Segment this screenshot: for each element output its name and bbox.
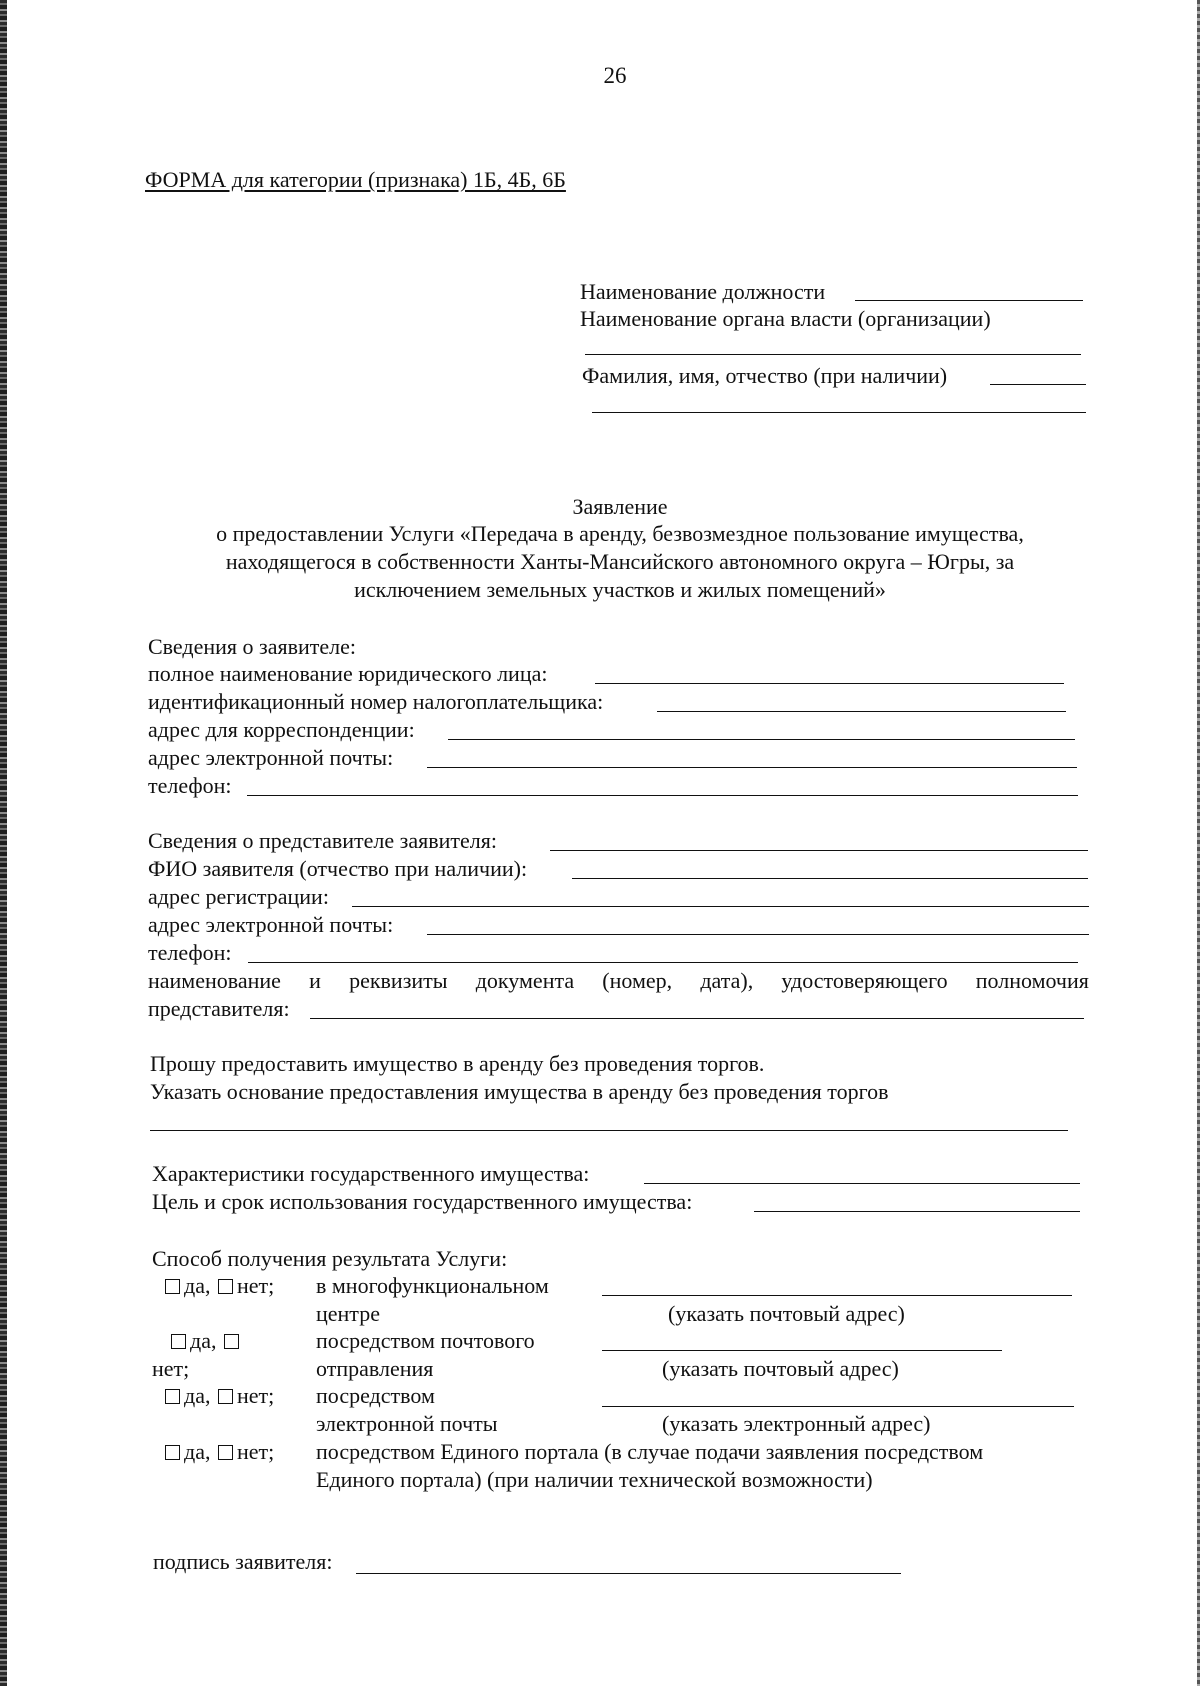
portal-options <box>165 1438 274 1465</box>
fio-line-2[interactable] <box>592 412 1086 413</box>
position-label: Наименование должности <box>580 279 826 304</box>
mfc-label-2: центре <box>316 1301 380 1326</box>
email-no-checkbox[interactable] <box>218 1389 233 1404</box>
authority-label: Наименование органа власти (организации) <box>580 306 991 331</box>
applicant-email-label: адрес электронной почты: <box>148 745 394 770</box>
email-address-field[interactable] <box>602 1406 1074 1407</box>
statement-line-3: исключением земельных участков и жилых помещений» <box>354 577 886 602</box>
authority-line[interactable] <box>585 354 1081 355</box>
applicant-full-name-label: полное наименование юридического лица: <box>148 661 548 686</box>
doc-word: дата), <box>700 968 754 993</box>
post-label-1: посредством почтового <box>316 1328 535 1353</box>
mfc-address-field[interactable] <box>602 1295 1072 1296</box>
email-hint: (указать электронный адрес) <box>662 1411 931 1436</box>
applicant-postal-label: адрес для корреспонденции: <box>148 717 415 742</box>
representative-doc-line-1 <box>148 967 1089 994</box>
yes-label: да, <box>184 1439 211 1464</box>
applicant-email-field[interactable] <box>427 767 1077 768</box>
doc-word: (номер, <box>602 968 673 993</box>
position-line[interactable] <box>855 300 1083 301</box>
yes-label: да, <box>190 1328 217 1353</box>
post-options-1 <box>171 1327 243 1354</box>
request-basis-field[interactable] <box>150 1130 1068 1131</box>
yes-label: да, <box>184 1383 211 1408</box>
fio-line-1[interactable] <box>990 384 1086 385</box>
applicant-postal-field[interactable] <box>448 739 1075 740</box>
email-label-1: посредством <box>316 1383 435 1408</box>
mfc-hint: (указать почтовый адрес) <box>668 1301 905 1326</box>
signature-label: подпись заявителя: <box>153 1549 333 1574</box>
representative-email-label: адрес электронной почты: <box>148 912 394 937</box>
signature-field[interactable] <box>356 1573 901 1574</box>
post-label-2: отправления <box>316 1356 434 1381</box>
post-no-checkbox[interactable] <box>224 1334 239 1349</box>
applicant-full-name-field[interactable] <box>595 683 1064 684</box>
applicant-inn-label: идентификационный номер налогоплательщика: <box>148 689 604 714</box>
email-label-2: электронной почты <box>316 1411 498 1436</box>
mfc-label-1: в многофункциональном <box>316 1273 549 1298</box>
applicant-phone-field[interactable] <box>247 795 1078 796</box>
property-characteristics-label: Характеристики государственного имущества: <box>152 1161 590 1186</box>
email-options <box>165 1382 274 1409</box>
mfc-no-checkbox[interactable] <box>218 1279 233 1294</box>
post-yes-checkbox[interactable] <box>171 1334 186 1349</box>
email-yes-checkbox[interactable] <box>165 1389 180 1404</box>
property-characteristics-field[interactable] <box>644 1183 1080 1184</box>
request-line-2: Указать основание предоставления имущества в аренду без проведения торгов <box>150 1079 889 1104</box>
doc-word: наименование <box>148 968 281 993</box>
no-label: нет; <box>236 1273 275 1298</box>
result-heading: Способ получения результата Услуги: <box>152 1246 508 1271</box>
representative-field[interactable] <box>550 850 1088 851</box>
representative-phone-field[interactable] <box>248 962 1078 963</box>
doc-word: и <box>309 968 321 993</box>
yes-label: да, <box>184 1273 211 1298</box>
applicant-phone-label: телефон: <box>148 773 232 798</box>
representative-fio-label: ФИО заявителя (отчество при наличии): <box>148 856 528 881</box>
page-number: 26 <box>603 63 627 88</box>
representative-fio-field[interactable] <box>572 878 1088 879</box>
statement-line-1: о предоставлении Услуги «Передача в аренду, безвозмездное пользование имущества, <box>216 521 1024 546</box>
property-purpose-field[interactable] <box>754 1211 1080 1212</box>
post-hint: (указать почтовый адрес) <box>662 1356 899 1381</box>
property-purpose-label: Цель и срок использования государственного имущества: <box>152 1189 693 1214</box>
form-title: ФОРМА для категории (признака) 1Б, 4Б, 6Б <box>145 167 566 192</box>
representative-phone-label: телефон: <box>148 940 232 965</box>
post-address-field[interactable] <box>602 1350 1002 1351</box>
fio-label: Фамилия, имя, отчество (при наличии) <box>582 363 948 388</box>
doc-word: удостоверяющего <box>781 968 948 993</box>
doc-word: полномочия <box>975 968 1089 993</box>
no-label: нет; <box>236 1383 275 1408</box>
portal-yes-checkbox[interactable] <box>165 1445 180 1460</box>
mfc-yes-checkbox[interactable] <box>165 1279 180 1294</box>
mfc-options <box>165 1272 274 1299</box>
portal-label-1: посредством Единого портала (в случае подачи заявления посредством <box>316 1439 984 1464</box>
statement-heading: Заявление <box>572 494 668 519</box>
no-label: нет; <box>236 1439 275 1464</box>
portal-label-2: Единого портала) (при наличии технической возможности) <box>316 1467 873 1492</box>
scan-edge-left <box>0 0 7 1686</box>
request-line-1: Прошу предоставить имущество в аренду без проведения торгов. <box>150 1051 765 1076</box>
applicant-inn-field[interactable] <box>657 711 1066 712</box>
representative-doc-label: представителя: <box>148 996 290 1021</box>
doc-word: реквизиты <box>349 968 448 993</box>
applicant-heading: Сведения о заявителе: <box>148 634 357 659</box>
post-no-label: нет; <box>152 1356 190 1381</box>
representative-address-label: адрес регистрации: <box>148 884 329 909</box>
portal-no-checkbox[interactable] <box>218 1445 233 1460</box>
representative-doc-field[interactable] <box>310 1018 1084 1019</box>
statement-line-2: находящегося в собственности Ханты-Мансийского автономного округа – Югры, за <box>225 549 1015 574</box>
representative-address-field[interactable] <box>352 906 1089 907</box>
representative-heading: Сведения о представителе заявителя: <box>148 828 497 853</box>
representative-email-field[interactable] <box>427 934 1089 935</box>
doc-word: документа <box>475 968 575 993</box>
